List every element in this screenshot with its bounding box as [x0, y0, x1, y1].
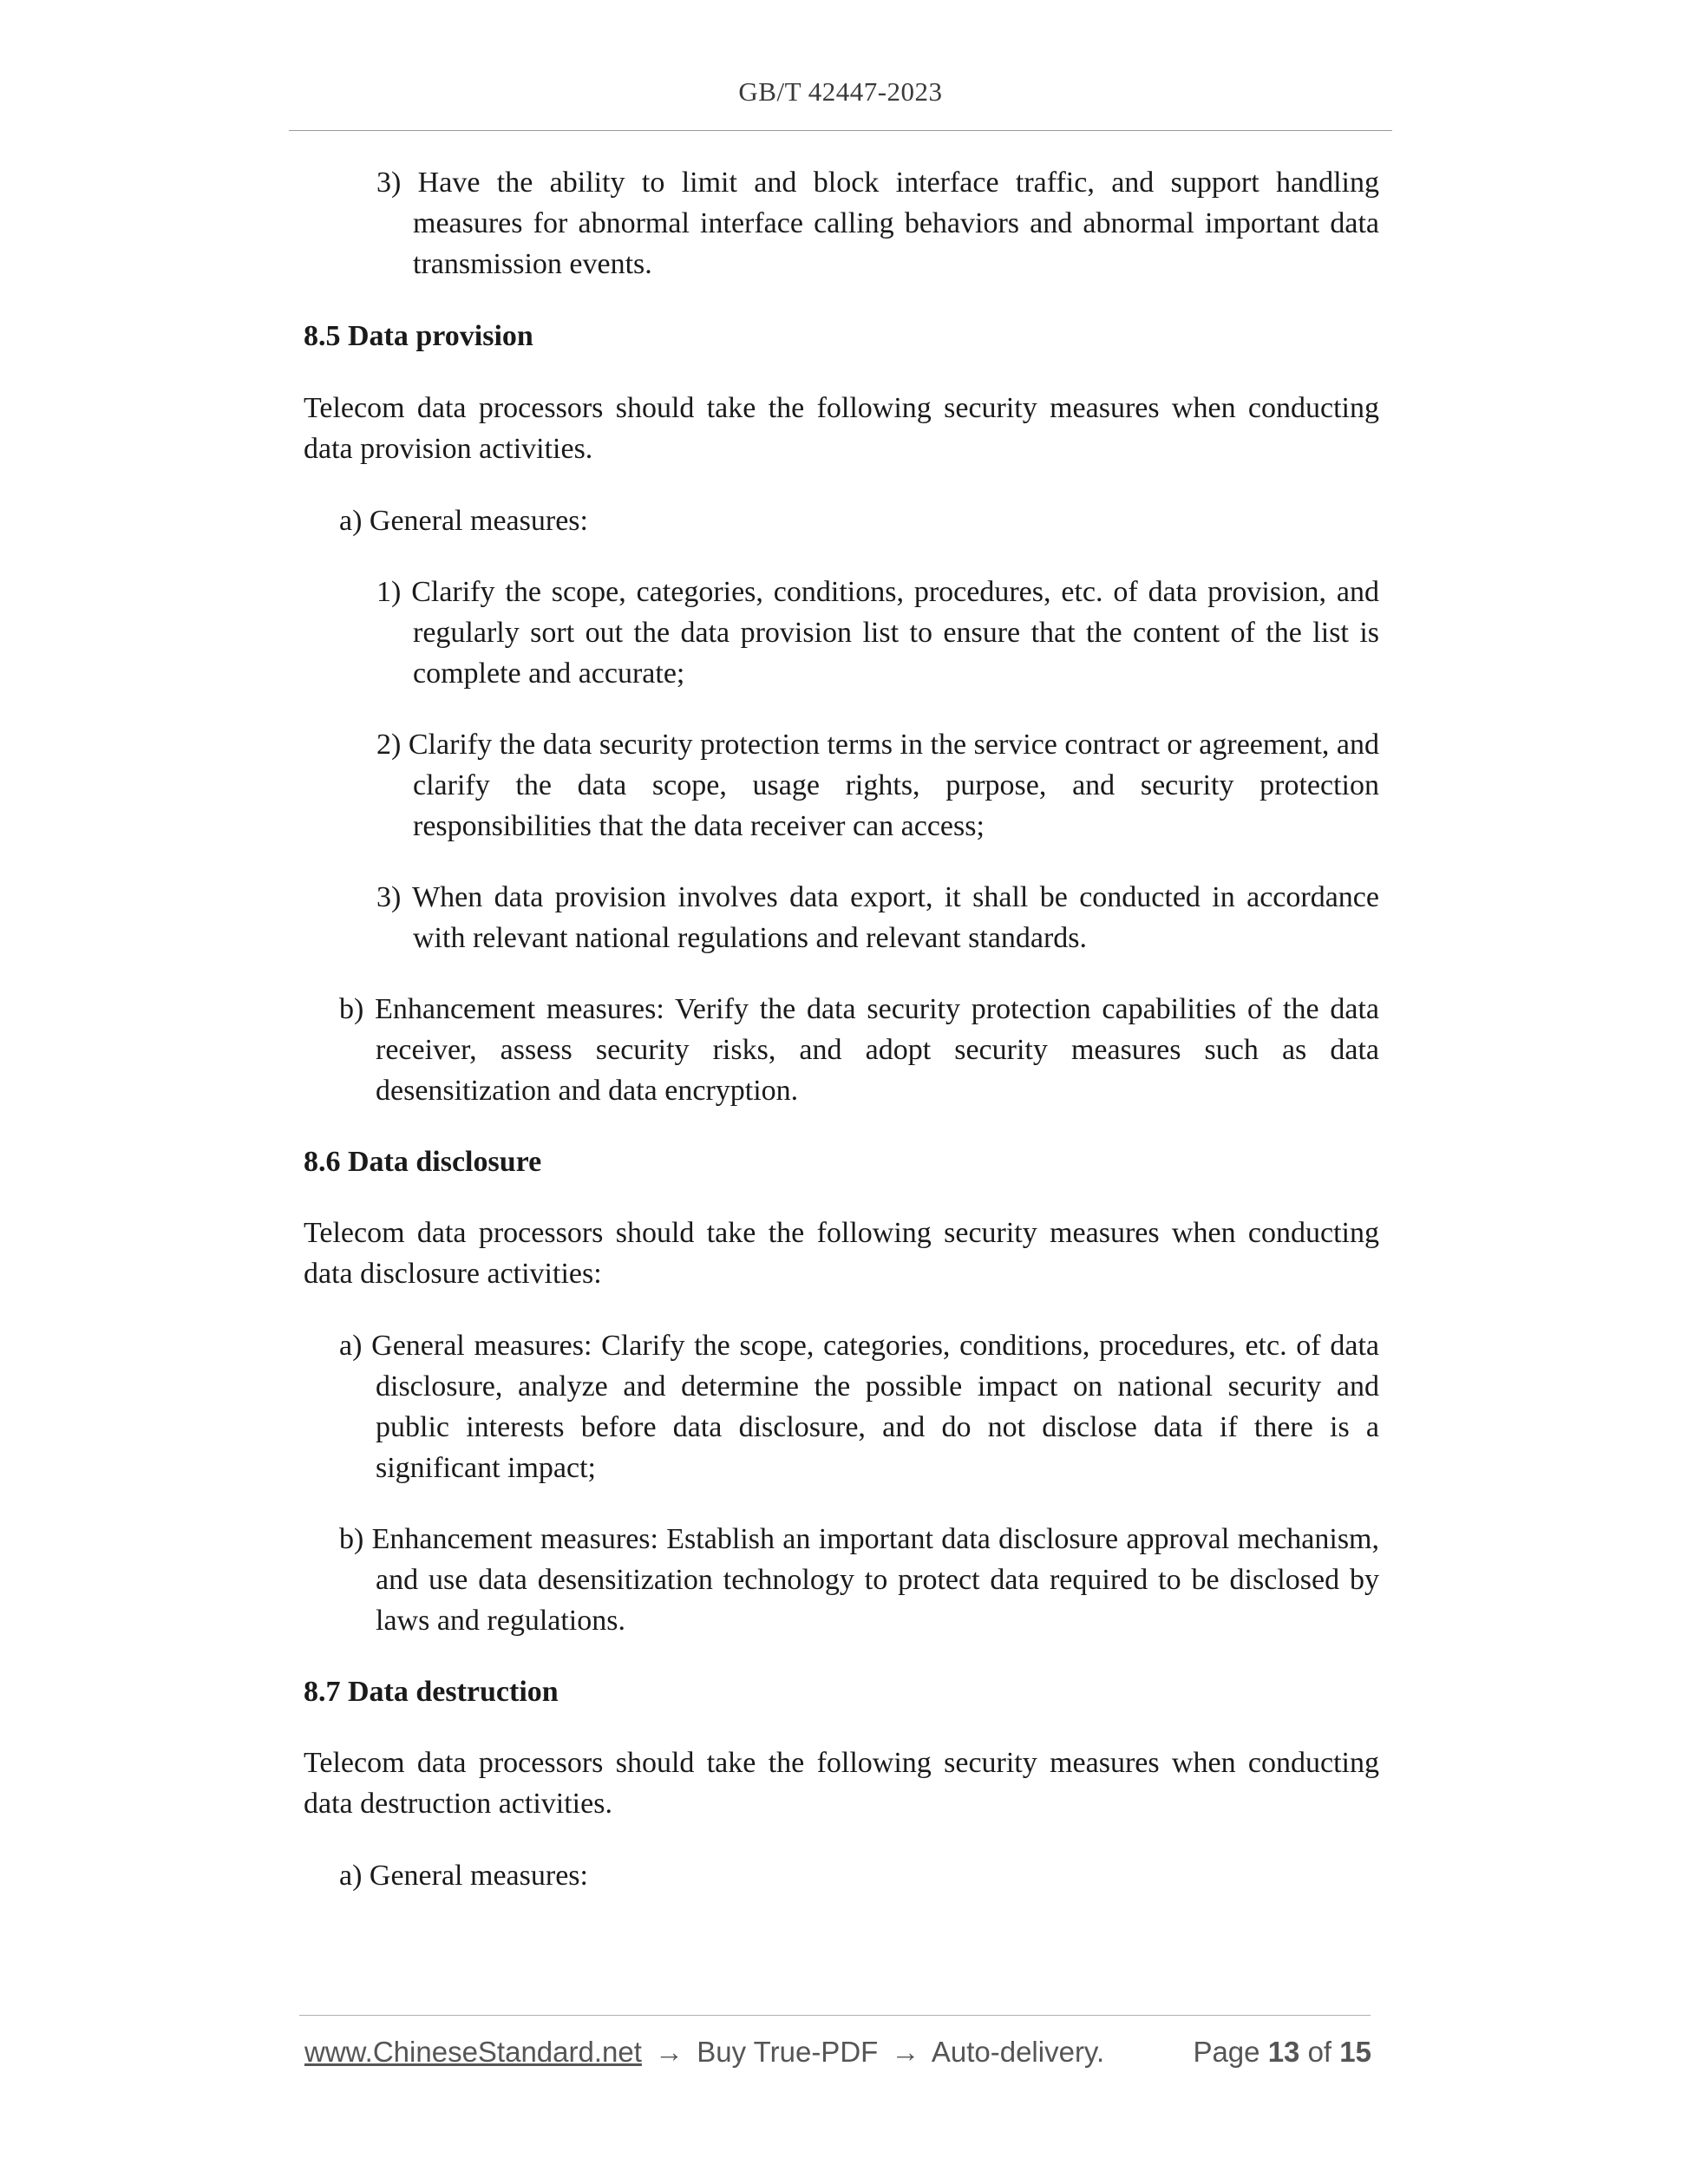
auto-delivery-text: Auto-delivery. — [931, 2036, 1105, 2068]
section-heading-8-7: 8.7 Data destruction — [304, 1676, 559, 1708]
document-standard-number: GB/T 42447-2023 — [738, 76, 943, 107]
header-divider — [289, 130, 1392, 131]
list-item-8-6-a: a) General measures: Clarify the scope, categories, conditions, procedures, etc. of data disclosure, analyze and determine the possible impact on national security and public interests before data disclosure, and do not disclose data if there is a significant impact; — [339, 1330, 1379, 1484]
buy-pdf-text: Buy True-PDF — [697, 2036, 879, 2068]
section-heading-8-6: 8.6 Data disclosure — [304, 1146, 542, 1178]
page-total: 15 — [1339, 2036, 1371, 2068]
arrow-right-icon: → — [891, 2036, 920, 2068]
page-indicator — [1193, 2036, 1371, 2069]
page-footer — [304, 2036, 1371, 2069]
list-item-8-5-b: b) Enhancement measures: Verify the data security protection capabilities of the data receiver, assess security risks, and adopt security measures such as data desensitization and data encryption. — [339, 993, 1379, 1107]
section-heading-8-5: 8.5 Data provision — [304, 320, 533, 352]
page-of-label: of — [1307, 2036, 1332, 2068]
page-label: Page — [1193, 2036, 1260, 2068]
list-item-8-5-a: a) General measures: — [339, 505, 588, 537]
arrow-right-icon: → — [655, 2036, 684, 2068]
list-item-8-4-3: 3) Have the ability to limit and block interface traffic, and support handling measures for abnormal interface calling behaviors and abnormal important data transmission events. — [376, 167, 1379, 280]
site-link[interactable]: www.ChineseStandard.net — [304, 2036, 642, 2068]
list-item-8-7-a: a) General measures: — [339, 1860, 588, 1892]
list-item-8-5-a-3: 3) When data provision involves data export, it shall be conducted in accordance with relevant national regulations and relevant standards. — [376, 881, 1379, 954]
footer-divider — [299, 2015, 1371, 2016]
page-current: 13 — [1267, 2036, 1300, 2068]
list-item-8-6-b: b) Enhancement measures: Establish an important data disclosure approval mechanism, and use data desensitization technology to protect data required to be disclosed by laws and regulations. — [339, 1523, 1379, 1637]
list-item-8-5-a-2: 2) Clarify the data security protection terms in the service contract or agreement, and clarify the data scope, usage rights, purpose, and security protection responsibilities that the data receiver can access; — [376, 729, 1379, 842]
section-intro-8-7: Telecom data processors should take the following security measures when conducting data destruction activities. — [304, 1747, 1379, 1820]
list-item-8-5-a-1: 1) Clarify the scope, categories, conditions, procedures, etc. of data provision, and regularly sort out the data provision list to ensure that the content of the list is complete and accurate; — [376, 576, 1379, 690]
section-intro-8-5: Telecom data processors should take the following security measures when conducting data provision activities. — [304, 392, 1379, 465]
section-intro-8-6: Telecom data processors should take the following security measures when conducting data disclosure activities: — [304, 1217, 1379, 1290]
